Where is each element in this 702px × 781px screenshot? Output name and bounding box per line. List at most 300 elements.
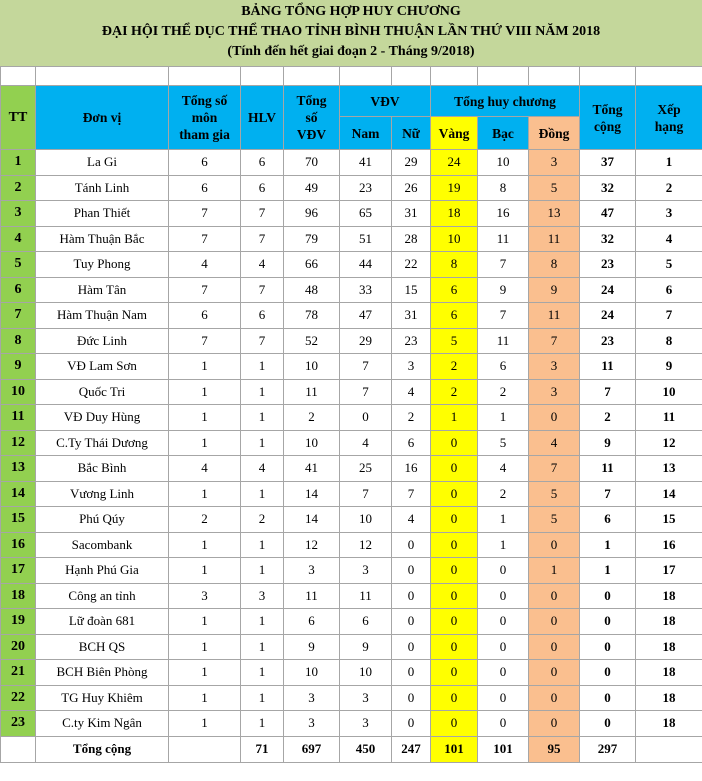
cell-gold[interactable]: 5 (431, 328, 478, 354)
total-label[interactable]: Tổng cộng (36, 736, 169, 762)
cell-bronze[interactable]: 5 (529, 481, 580, 507)
header-rank[interactable] (636, 86, 702, 150)
cell-unit[interactable]: Phan Thiết (36, 201, 169, 227)
cell-female[interactable]: 15 (392, 277, 431, 303)
cell-unit[interactable]: Lữ đoàn 681 (36, 609, 169, 635)
cell-male[interactable]: 41 (340, 150, 392, 176)
cell-unit[interactable]: Quốc Tri (36, 379, 169, 405)
cell[interactable] (392, 67, 431, 86)
cell-male[interactable]: 9 (340, 634, 392, 660)
cell-bronze[interactable]: 3 (529, 379, 580, 405)
cell-tt[interactable]: 20 (1, 634, 36, 660)
cell-hlv[interactable]: 7 (241, 226, 284, 252)
cell-female[interactable]: 3 (392, 354, 431, 380)
cell-hlv[interactable]: 1 (241, 609, 284, 635)
cell-tt[interactable]: 9 (1, 354, 36, 380)
cell-vdv[interactable]: 14 (284, 507, 340, 533)
cell-vdv[interactable]: 3 (284, 685, 340, 711)
cell-silver[interactable]: 0 (478, 583, 529, 609)
cell-hlv[interactable]: 1 (241, 558, 284, 584)
cell-hlv[interactable]: 4 (241, 252, 284, 278)
cell-bronze[interactable]: 4 (529, 430, 580, 456)
cell-unit[interactable]: VĐ Lam Sơn (36, 354, 169, 380)
cell-gold[interactable]: 0 (431, 711, 478, 737)
cell-female[interactable]: 16 (392, 456, 431, 482)
cell-unit[interactable]: BCH Biên Phòng (36, 660, 169, 686)
cell-bronze[interactable]: 11 (529, 226, 580, 252)
cell-rank[interactable]: 18 (636, 583, 702, 609)
cell-total[interactable]: 0 (580, 711, 636, 737)
cell-total[interactable]: 9 (580, 430, 636, 456)
cell-hlv[interactable]: 1 (241, 405, 284, 431)
cell-total[interactable]: 0 (580, 685, 636, 711)
cell-male[interactable]: 51 (340, 226, 392, 252)
cell-gold[interactable]: 10 (431, 226, 478, 252)
cell-male[interactable]: 11 (340, 583, 392, 609)
cell-gold[interactable]: 6 (431, 303, 478, 329)
cell-silver[interactable]: 2 (478, 379, 529, 405)
cell-vdv[interactable]: 3 (284, 711, 340, 737)
cell-sports[interactable]: 7 (169, 201, 241, 227)
cell-hlv[interactable]: 1 (241, 634, 284, 660)
cell-sports[interactable]: 1 (169, 609, 241, 635)
cell-rank[interactable]: 7 (636, 303, 702, 329)
cell-hlv[interactable]: 7 (241, 277, 284, 303)
cell-tt[interactable]: 21 (1, 660, 36, 686)
cell-bronze[interactable]: 0 (529, 609, 580, 635)
cell-silver[interactable]: 4 (478, 456, 529, 482)
cell-sports[interactable]: 1 (169, 634, 241, 660)
cell-hlv[interactable]: 1 (241, 532, 284, 558)
cell-total[interactable]: 23 (580, 328, 636, 354)
total-vdv[interactable]: 697 (284, 736, 340, 762)
cell-male[interactable]: 7 (340, 354, 392, 380)
cell-sports[interactable]: 7 (169, 226, 241, 252)
cell-silver[interactable]: 6 (478, 354, 529, 380)
cell-silver[interactable]: 2 (478, 481, 529, 507)
total-cell-sports[interactable] (169, 736, 241, 762)
cell-rank[interactable]: 14 (636, 481, 702, 507)
cell-total[interactable]: 11 (580, 354, 636, 380)
total-female[interactable]: 247 (392, 736, 431, 762)
cell[interactable] (431, 67, 478, 86)
cell-rank[interactable]: 12 (636, 430, 702, 456)
cell-male[interactable]: 3 (340, 685, 392, 711)
cell-tt[interactable]: 7 (1, 303, 36, 329)
cell-tt[interactable]: 12 (1, 430, 36, 456)
cell-vdv[interactable]: 12 (284, 532, 340, 558)
cell-vdv[interactable]: 96 (284, 201, 340, 227)
cell-silver[interactable]: 8 (478, 175, 529, 201)
cell[interactable] (529, 67, 580, 86)
cell-tt[interactable]: 5 (1, 252, 36, 278)
cell-unit[interactable]: Hàm Thuận Bắc (36, 226, 169, 252)
cell-rank[interactable]: 9 (636, 354, 702, 380)
cell[interactable] (36, 67, 169, 86)
cell-gold[interactable]: 2 (431, 379, 478, 405)
cell-total[interactable]: 23 (580, 252, 636, 278)
header-bronze[interactable]: Đồng (529, 117, 580, 150)
cell-bronze[interactable]: 0 (529, 583, 580, 609)
cell-male[interactable]: 10 (340, 507, 392, 533)
cell-tt[interactable]: 16 (1, 532, 36, 558)
cell-unit[interactable]: C.Ty Thái Dương (36, 430, 169, 456)
cell-total[interactable]: 37 (580, 150, 636, 176)
cell-tt[interactable]: 1 (1, 150, 36, 176)
cell-gold[interactable]: 2 (431, 354, 478, 380)
cell-gold[interactable]: 0 (431, 660, 478, 686)
cell-rank[interactable]: 11 (636, 405, 702, 431)
cell-vdv[interactable]: 78 (284, 303, 340, 329)
cell-bronze[interactable]: 3 (529, 150, 580, 176)
cell-sports[interactable]: 1 (169, 379, 241, 405)
cell-unit[interactable]: Phú Qúy (36, 507, 169, 533)
cell-male[interactable]: 3 (340, 558, 392, 584)
cell-vdv[interactable]: 66 (284, 252, 340, 278)
cell-bronze[interactable]: 11 (529, 303, 580, 329)
cell-vdv[interactable]: 79 (284, 226, 340, 252)
cell-rank[interactable]: 1 (636, 150, 702, 176)
cell-female[interactable]: 29 (392, 150, 431, 176)
total-silver[interactable]: 101 (478, 736, 529, 762)
cell-gold[interactable]: 0 (431, 507, 478, 533)
cell-rank[interactable]: 2 (636, 175, 702, 201)
cell-rank[interactable]: 18 (636, 634, 702, 660)
cell-gold[interactable]: 0 (431, 634, 478, 660)
cell-male[interactable]: 3 (340, 711, 392, 737)
cell-sports[interactable]: 6 (169, 303, 241, 329)
cell-sports[interactable]: 1 (169, 558, 241, 584)
cell-male[interactable]: 44 (340, 252, 392, 278)
cell-hlv[interactable]: 1 (241, 685, 284, 711)
cell-hlv[interactable]: 1 (241, 379, 284, 405)
cell-sports[interactable]: 3 (169, 583, 241, 609)
cell-hlv[interactable]: 4 (241, 456, 284, 482)
header-sports[interactable] (169, 86, 241, 150)
cell-gold[interactable]: 0 (431, 558, 478, 584)
cell-male[interactable]: 23 (340, 175, 392, 201)
cell-male[interactable]: 6 (340, 609, 392, 635)
cell-vdv[interactable]: 41 (284, 456, 340, 482)
cell-rank[interactable]: 8 (636, 328, 702, 354)
cell-unit[interactable]: Vương Linh (36, 481, 169, 507)
cell-female[interactable]: 0 (392, 685, 431, 711)
header-vdv[interactable]: VĐV (340, 86, 431, 117)
cell-vdv[interactable]: 49 (284, 175, 340, 201)
cell-total[interactable]: 1 (580, 532, 636, 558)
cell-bronze[interactable]: 5 (529, 507, 580, 533)
cell-gold[interactable]: 24 (431, 150, 478, 176)
cell-tt[interactable]: 10 (1, 379, 36, 405)
cell-male[interactable]: 10 (340, 660, 392, 686)
cell-rank[interactable]: 10 (636, 379, 702, 405)
cell-unit[interactable]: Hàm Tân (36, 277, 169, 303)
header-male[interactable]: Nam (340, 117, 392, 150)
cell-female[interactable]: 23 (392, 328, 431, 354)
cell-tt[interactable]: 15 (1, 507, 36, 533)
cell[interactable] (340, 67, 392, 86)
cell-female[interactable]: 6 (392, 430, 431, 456)
cell-hlv[interactable]: 1 (241, 711, 284, 737)
cell-silver[interactable]: 0 (478, 634, 529, 660)
cell-silver[interactable]: 7 (478, 252, 529, 278)
cell-total[interactable]: 6 (580, 507, 636, 533)
cell-bronze[interactable]: 5 (529, 175, 580, 201)
cell-unit[interactable]: BCH QS (36, 634, 169, 660)
cell-vdv[interactable]: 10 (284, 430, 340, 456)
cell-female[interactable]: 4 (392, 379, 431, 405)
header-unit[interactable]: Đơn vị (36, 86, 169, 150)
total-male[interactable]: 450 (340, 736, 392, 762)
cell-hlv[interactable]: 7 (241, 328, 284, 354)
cell-male[interactable]: 29 (340, 328, 392, 354)
cell-rank[interactable]: 18 (636, 711, 702, 737)
total-gold[interactable]: 101 (431, 736, 478, 762)
cell-rank[interactable]: 18 (636, 609, 702, 635)
cell-total[interactable]: 32 (580, 175, 636, 201)
cell-sports[interactable]: 6 (169, 150, 241, 176)
total-total[interactable]: 297 (580, 736, 636, 762)
cell-tt[interactable]: 8 (1, 328, 36, 354)
cell-rank[interactable]: 13 (636, 456, 702, 482)
cell-hlv[interactable]: 7 (241, 201, 284, 227)
cell-tt[interactable]: 2 (1, 175, 36, 201)
cell-hlv[interactable]: 1 (241, 430, 284, 456)
cell-silver[interactable]: 7 (478, 303, 529, 329)
cell-total[interactable]: 24 (580, 277, 636, 303)
total-hlv[interactable]: 71 (241, 736, 284, 762)
cell-silver[interactable]: 5 (478, 430, 529, 456)
cell-silver[interactable]: 0 (478, 711, 529, 737)
cell[interactable] (478, 67, 529, 86)
cell-silver[interactable]: 11 (478, 226, 529, 252)
cell-unit[interactable]: Tuy Phong (36, 252, 169, 278)
cell-female[interactable]: 31 (392, 201, 431, 227)
cell-tt[interactable]: 4 (1, 226, 36, 252)
cell-total[interactable]: 1 (580, 558, 636, 584)
cell-total[interactable]: 0 (580, 634, 636, 660)
cell-total[interactable]: 0 (580, 583, 636, 609)
cell-bronze[interactable]: 7 (529, 328, 580, 354)
cell-total[interactable]: 11 (580, 456, 636, 482)
cell-gold[interactable]: 18 (431, 201, 478, 227)
cell-bronze[interactable]: 1 (529, 558, 580, 584)
cell-rank[interactable]: 18 (636, 660, 702, 686)
cell-vdv[interactable]: 11 (284, 379, 340, 405)
header-medals[interactable]: Tổng huy chương (431, 86, 580, 117)
cell-unit[interactable]: C.ty Kim Ngân (36, 711, 169, 737)
cell-silver[interactable]: 16 (478, 201, 529, 227)
cell-unit[interactable]: Sacombank (36, 532, 169, 558)
cell-tt[interactable]: 18 (1, 583, 36, 609)
cell-gold[interactable]: 0 (431, 481, 478, 507)
cell-gold[interactable]: 0 (431, 609, 478, 635)
cell-female[interactable]: 31 (392, 303, 431, 329)
cell-rank[interactable]: 4 (636, 226, 702, 252)
cell-tt[interactable]: 23 (1, 711, 36, 737)
cell-bronze[interactable]: 0 (529, 711, 580, 737)
cell-sports[interactable]: 2 (169, 507, 241, 533)
cell-sports[interactable]: 1 (169, 660, 241, 686)
cell-unit[interactable]: TG Huy Khiêm (36, 685, 169, 711)
cell-sports[interactable]: 1 (169, 354, 241, 380)
cell-male[interactable]: 47 (340, 303, 392, 329)
cell-sports[interactable]: 1 (169, 685, 241, 711)
cell-sports[interactable]: 4 (169, 252, 241, 278)
cell-female[interactable]: 4 (392, 507, 431, 533)
cell-unit[interactable]: Tánh Linh (36, 175, 169, 201)
cell-female[interactable]: 0 (392, 558, 431, 584)
header-vdv-total[interactable] (284, 86, 340, 150)
header-gold[interactable]: Vàng (431, 117, 478, 150)
cell-silver[interactable]: 9 (478, 277, 529, 303)
cell-bronze[interactable]: 9 (529, 277, 580, 303)
cell-gold[interactable]: 0 (431, 583, 478, 609)
cell-tt[interactable]: 22 (1, 685, 36, 711)
cell-rank[interactable]: 17 (636, 558, 702, 584)
cell-hlv[interactable]: 2 (241, 507, 284, 533)
cell-rank[interactable]: 15 (636, 507, 702, 533)
cell-silver[interactable]: 1 (478, 507, 529, 533)
cell-unit[interactable]: VĐ Duy Hùng (36, 405, 169, 431)
cell-female[interactable]: 0 (392, 660, 431, 686)
cell-male[interactable]: 65 (340, 201, 392, 227)
cell-total[interactable]: 0 (580, 660, 636, 686)
cell-gold[interactable]: 0 (431, 685, 478, 711)
cell-vdv[interactable]: 6 (284, 609, 340, 635)
cell-tt[interactable]: 17 (1, 558, 36, 584)
cell-gold[interactable]: 1 (431, 405, 478, 431)
cell-male[interactable]: 7 (340, 481, 392, 507)
cell-female[interactable]: 26 (392, 175, 431, 201)
cell-tt[interactable]: 19 (1, 609, 36, 635)
cell-unit[interactable]: Đức Linh (36, 328, 169, 354)
cell-total[interactable]: 24 (580, 303, 636, 329)
cell-female[interactable]: 2 (392, 405, 431, 431)
cell-silver[interactable]: 0 (478, 609, 529, 635)
cell-hlv[interactable]: 3 (241, 583, 284, 609)
cell-bronze[interactable]: 7 (529, 456, 580, 482)
cell-hlv[interactable]: 1 (241, 660, 284, 686)
cell-silver[interactable]: 1 (478, 405, 529, 431)
cell-vdv[interactable]: 14 (284, 481, 340, 507)
cell-male[interactable]: 0 (340, 405, 392, 431)
cell-sports[interactable]: 1 (169, 711, 241, 737)
cell-female[interactable]: 0 (392, 583, 431, 609)
cell-silver[interactable]: 1 (478, 532, 529, 558)
cell-silver[interactable]: 11 (478, 328, 529, 354)
cell-gold[interactable]: 8 (431, 252, 478, 278)
cell-rank[interactable]: 16 (636, 532, 702, 558)
cell-vdv[interactable]: 10 (284, 660, 340, 686)
cell-vdv[interactable]: 52 (284, 328, 340, 354)
cell-sports[interactable]: 1 (169, 481, 241, 507)
cell-vdv[interactable]: 3 (284, 558, 340, 584)
cell-hlv[interactable]: 1 (241, 354, 284, 380)
cell-unit[interactable]: Hàm Thuận Nam (36, 303, 169, 329)
cell[interactable] (169, 67, 241, 86)
cell-female[interactable]: 0 (392, 711, 431, 737)
cell-gold[interactable]: 0 (431, 532, 478, 558)
cell-male[interactable]: 7 (340, 379, 392, 405)
cell-female[interactable]: 0 (392, 609, 431, 635)
cell-rank[interactable]: 6 (636, 277, 702, 303)
cell-total[interactable]: 7 (580, 481, 636, 507)
cell-unit[interactable]: La Gi (36, 150, 169, 176)
cell-vdv[interactable]: 11 (284, 583, 340, 609)
cell-female[interactable]: 0 (392, 532, 431, 558)
header-hlv[interactable]: HLV (241, 86, 284, 150)
cell-gold[interactable]: 0 (431, 456, 478, 482)
cell-hlv[interactable]: 1 (241, 481, 284, 507)
cell-bronze[interactable]: 0 (529, 532, 580, 558)
total-bronze[interactable]: 95 (529, 736, 580, 762)
cell-vdv[interactable]: 9 (284, 634, 340, 660)
cell[interactable] (1, 67, 36, 86)
cell-sports[interactable]: 4 (169, 456, 241, 482)
cell-total[interactable]: 7 (580, 379, 636, 405)
cell-silver[interactable]: 10 (478, 150, 529, 176)
cell-male[interactable]: 4 (340, 430, 392, 456)
cell-sports[interactable]: 7 (169, 277, 241, 303)
total-cell-tt[interactable] (1, 736, 36, 762)
cell-rank[interactable]: 3 (636, 201, 702, 227)
cell-female[interactable]: 28 (392, 226, 431, 252)
cell-unit[interactable]: Bắc Bình (36, 456, 169, 482)
cell[interactable] (241, 67, 284, 86)
header-tt[interactable]: TT (1, 86, 36, 150)
cell-tt[interactable]: 14 (1, 481, 36, 507)
cell-bronze[interactable]: 0 (529, 634, 580, 660)
cell-sports[interactable]: 1 (169, 532, 241, 558)
cell-vdv[interactable]: 10 (284, 354, 340, 380)
cell-gold[interactable]: 0 (431, 430, 478, 456)
cell-bronze[interactable]: 0 (529, 405, 580, 431)
cell[interactable] (636, 67, 702, 86)
header-total[interactable] (580, 86, 636, 150)
cell-hlv[interactable]: 6 (241, 150, 284, 176)
cell-hlv[interactable]: 6 (241, 175, 284, 201)
cell-hlv[interactable]: 6 (241, 303, 284, 329)
cell-bronze[interactable]: 0 (529, 660, 580, 686)
cell-total[interactable]: 32 (580, 226, 636, 252)
cell-bronze[interactable]: 0 (529, 685, 580, 711)
cell-tt[interactable]: 13 (1, 456, 36, 482)
cell-female[interactable]: 7 (392, 481, 431, 507)
cell[interactable] (284, 67, 340, 86)
header-silver[interactable]: Bạc (478, 117, 529, 150)
cell-tt[interactable]: 11 (1, 405, 36, 431)
cell-total[interactable]: 47 (580, 201, 636, 227)
total-cell-rank[interactable] (636, 736, 702, 762)
cell-male[interactable]: 33 (340, 277, 392, 303)
cell-total[interactable]: 2 (580, 405, 636, 431)
cell-bronze[interactable]: 13 (529, 201, 580, 227)
cell-silver[interactable]: 0 (478, 558, 529, 584)
cell-bronze[interactable]: 8 (529, 252, 580, 278)
cell-bronze[interactable]: 3 (529, 354, 580, 380)
cell-gold[interactable]: 6 (431, 277, 478, 303)
cell-vdv[interactable]: 2 (284, 405, 340, 431)
cell-sports[interactable]: 1 (169, 430, 241, 456)
cell-tt[interactable]: 3 (1, 201, 36, 227)
cell-rank[interactable]: 5 (636, 252, 702, 278)
header-female[interactable]: Nữ (392, 117, 431, 150)
cell-silver[interactable]: 0 (478, 685, 529, 711)
cell-sports[interactable]: 6 (169, 175, 241, 201)
cell-unit[interactable]: Hạnh Phú Gia (36, 558, 169, 584)
cell-rank[interactable]: 18 (636, 685, 702, 711)
